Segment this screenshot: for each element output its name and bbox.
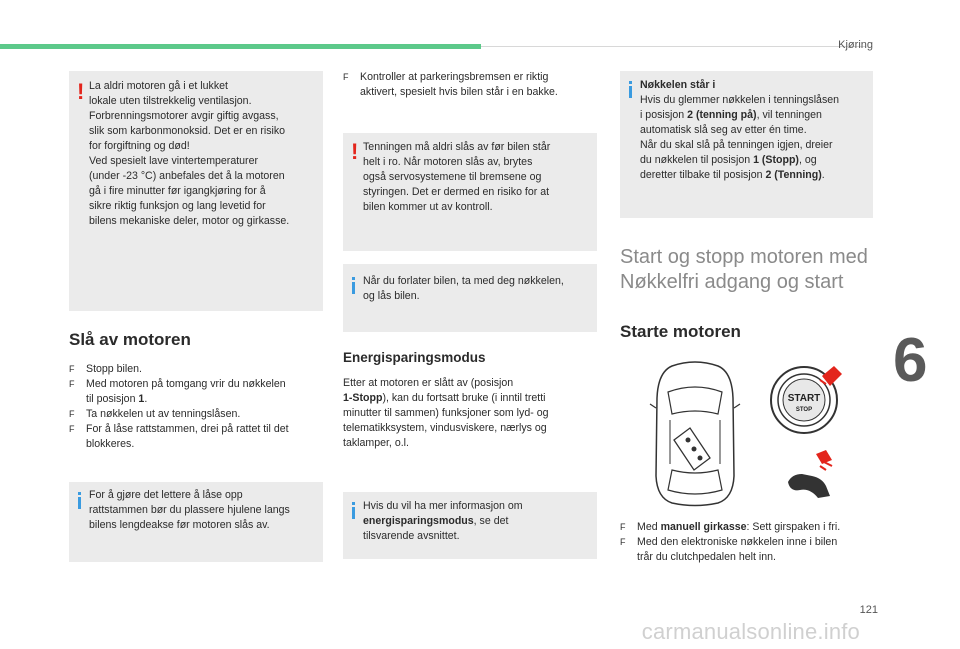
text-line: bilen kommer ut av kontroll. xyxy=(363,201,493,213)
foot-on-pedal-illustration xyxy=(782,448,842,503)
text-line: slik som karbonmonoksid. Det er en risiko xyxy=(89,125,286,137)
heading-energy-saving: Energisparingsmodus xyxy=(343,350,486,365)
info-box-steering-lock xyxy=(69,482,323,562)
text-line: For å gjøre det lettere å låse opp xyxy=(89,489,243,501)
car-top-view-illustration xyxy=(640,358,750,508)
start-stop-button-illustration xyxy=(764,360,844,440)
text-line: bilens mekaniske deler, motor og girkasse. xyxy=(89,215,290,227)
list-item: F Med manuell girkasse: Sett girspaken i fri. xyxy=(620,521,841,533)
header-accent-bar xyxy=(0,44,481,49)
text-line: automatisk slå seg av etter én time. xyxy=(640,124,807,136)
bullet-marker: F xyxy=(343,72,349,82)
info-box-energy-saving xyxy=(343,492,597,559)
list-item: F For å låse rattstammen, drei på rattet til det blokkeres. xyxy=(69,423,289,450)
info-text xyxy=(363,274,589,304)
info-text xyxy=(640,78,865,183)
stop-label: STOP xyxy=(795,407,813,413)
bullet-marker: F xyxy=(69,364,75,374)
info-text xyxy=(363,499,589,544)
bullet-marker: F xyxy=(69,379,75,389)
energy-saving-paragraph xyxy=(343,376,601,451)
text-line: Hvis du vil ha mer informasjon om xyxy=(363,500,523,512)
list-item: F Stopp bilen. xyxy=(69,363,142,375)
text-line: deretter tilbake til posisjon 2 (Tenning). xyxy=(640,169,825,181)
section-title-keyless xyxy=(620,245,880,295)
text-line: rattstammen bør du plassere hjulene langs xyxy=(89,504,290,516)
text-line: Hvis du glemmer nøkkelen i tenningslåsen xyxy=(640,94,840,106)
start-label: START xyxy=(787,393,821,404)
text-line: og lås bilen. xyxy=(363,290,420,302)
text-line: Forbrenningsmotorer avgir giftig avgass, xyxy=(89,110,279,122)
warning-icon: ! xyxy=(351,139,359,164)
text-line: for forgiftning og død! xyxy=(89,140,190,152)
text-line: (under -23 °C) anbefales det å la motoren xyxy=(89,170,285,182)
electronic-key-icon xyxy=(674,428,710,470)
list-item: F Kontroller at parkeringsbremsen er riktig aktivert, spesielt hvis bilen står i en bakke. xyxy=(343,71,558,98)
page-number: 121 xyxy=(859,604,878,616)
heading-switch-off-engine: Slå av motoren xyxy=(69,330,191,349)
bullet-marker: F xyxy=(620,537,626,547)
warning-box-ignition xyxy=(343,133,597,251)
text-line: sikre riktig funksjon og lang levetid for xyxy=(89,200,266,212)
text-line: du nøkkelen til posisjon 1 (Stopp), og xyxy=(640,154,817,166)
text-line: Nøkkelen står i xyxy=(640,79,716,91)
info-box-take-key xyxy=(343,264,597,332)
info-box-key-left-in xyxy=(620,71,873,218)
steps-start-engine xyxy=(620,520,882,565)
text-line: gå i fire minutter før igangkjøring for å xyxy=(89,185,266,197)
info-icon xyxy=(629,81,632,98)
text-line: i posisjon 2 (tenning på), vil tenningen xyxy=(640,109,822,121)
bullet-marker: F xyxy=(69,424,75,434)
warning-text xyxy=(363,140,589,215)
info-icon xyxy=(352,502,355,519)
text-line: også servosystemene til bremsene og xyxy=(363,171,542,183)
text-line: styringen. Det er dermed en risiko for at xyxy=(363,186,550,198)
text-line: 1-Stopp), kan du fortsatt bruke (i inntil tretti xyxy=(343,392,546,404)
section-title: Kjøring xyxy=(838,39,873,51)
text-line: Etter at motoren er slått av (posisjon xyxy=(343,377,514,389)
title-line: Start og stopp motoren med xyxy=(620,246,868,268)
watermark: carmanualsonline.info xyxy=(641,619,860,644)
warning-icon: ! xyxy=(77,79,85,104)
text-line: La aldri motoren gå i et lukket xyxy=(89,80,228,92)
text-line: minutter til sammen) funksjoner som lyd- og xyxy=(343,407,549,419)
text-line: Tenningen må aldri slås av før bilen står xyxy=(363,141,551,153)
finger-press-icon xyxy=(820,366,842,386)
info-icon xyxy=(78,492,81,509)
text-line: tilsvarende avsnittet. xyxy=(363,530,460,542)
text-line: lokale uten tilstrekkelig ventilasjon. xyxy=(89,95,252,107)
text-line: Ved spesielt lave vintertemperaturer xyxy=(89,155,258,167)
text-line: bilens lengdeakse før motoren slås av. xyxy=(89,519,270,531)
info-icon xyxy=(352,277,355,294)
bullet-marker: F xyxy=(69,409,75,419)
text-line: Når du skal slå på tenningen igjen, dreier xyxy=(640,139,833,151)
steps-parking-brake xyxy=(343,70,603,100)
text-line: taklamper, o.l. xyxy=(343,437,409,449)
heading-start-engine: Starte motoren xyxy=(620,322,741,341)
title-line: Nøkkelfri adgang og start xyxy=(620,271,844,293)
steps-switch-off xyxy=(69,362,327,452)
text-line: Når du forlater bilen, ta med deg nøkkelen, xyxy=(363,275,564,287)
list-item: F Ta nøkkelen ut av tenningslåsen. xyxy=(69,408,241,420)
chapter-number: 6 xyxy=(893,326,928,395)
text-line: energisparingsmodus, se det xyxy=(363,515,509,527)
bullet-marker: F xyxy=(620,522,626,532)
warning-text xyxy=(89,79,315,229)
text-line: telematikksystem, vindusviskere, nærlys og xyxy=(343,422,547,434)
list-item: F Med motoren på tomgang vrir du nøkkelen til posisjon 1. xyxy=(69,378,286,405)
list-item: F Med den elektroniske nøkkelen inne i bilen trår du clutchpedalen helt inn. xyxy=(620,536,838,563)
warning-box-ventilation xyxy=(69,71,323,311)
header-rule xyxy=(481,46,866,47)
text-line: helt i ro. Når motoren slås av, brytes xyxy=(363,156,533,168)
info-text xyxy=(89,488,315,533)
